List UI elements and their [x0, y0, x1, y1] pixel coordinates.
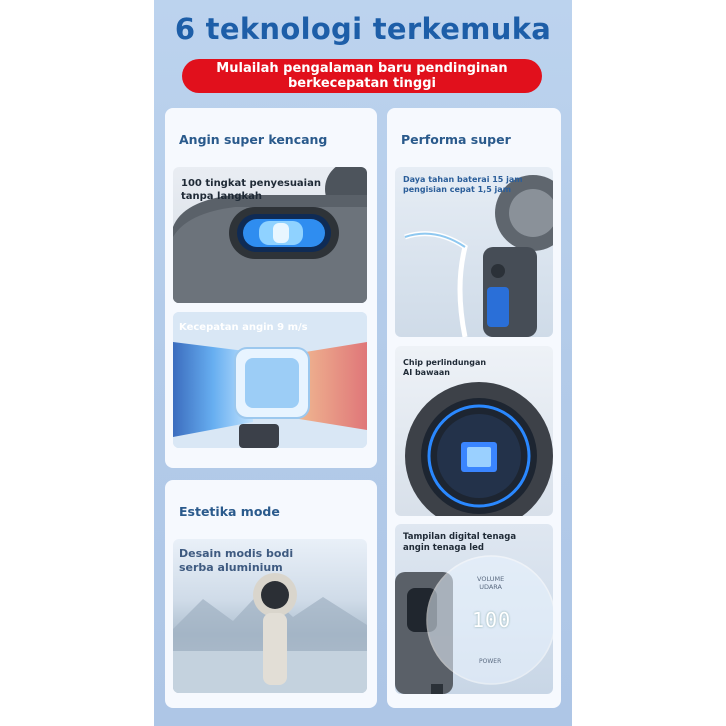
display-power-label: POWER: [479, 658, 502, 665]
display-label-1: VOLUME: [477, 575, 505, 583]
page-title: 6 teknologi terkemuka: [174, 12, 552, 46]
card-super-performance: [387, 108, 561, 708]
product-poster: [154, 0, 572, 726]
display-value: 100: [472, 608, 512, 632]
tile-caption: Kecepatan angin 9 m/s: [179, 322, 308, 333]
caption-line-2: tanpa langkah: [181, 191, 263, 202]
ai-chip-tile: [395, 346, 553, 516]
card-title: Angin super kencang: [179, 132, 328, 147]
caption-line-1: 100 tingkat penyesuaian: [181, 178, 321, 189]
card-title: Performa super: [401, 132, 511, 147]
stepless-adjust-tile: [173, 167, 367, 303]
caption-line-1: Desain modis bodi: [179, 547, 294, 560]
tile-caption: [403, 175, 523, 195]
caption-line-2: pengisian cepat 1,5 jam: [403, 185, 512, 194]
caption-line-1: Daya tahan baterai 15 jam: [403, 175, 523, 184]
promo-banner: [182, 59, 542, 93]
tile-caption: [181, 177, 321, 203]
display-label-2: UDARA: [479, 583, 502, 591]
card-super-wind: [165, 108, 377, 468]
caption-line-1: Tampilan digital tenaga: [403, 532, 517, 542]
tile-caption: [179, 547, 293, 575]
card-aesthetic: [165, 480, 377, 708]
caption-line-2: AI bawaan: [403, 368, 450, 377]
led-display-tile: [395, 524, 553, 694]
aluminium-body-tile: [173, 539, 367, 693]
wind-speed-tile: [173, 312, 367, 448]
display-volume-label: [477, 575, 504, 591]
battery-tile: [395, 167, 553, 337]
caption-line-2: angin tenaga led: [403, 543, 484, 553]
banner-line-2: berkecepatan tinggi: [287, 76, 436, 91]
card-title: Estetika mode: [179, 504, 280, 519]
caption-line-2: serba aluminium: [179, 561, 283, 574]
tile-caption: [403, 358, 486, 378]
banner-line-1: Mulailah pengalaman baru pendinginan: [216, 61, 508, 76]
tile-caption: [403, 532, 516, 554]
caption-line-1: Chip perlindungan: [403, 358, 487, 367]
